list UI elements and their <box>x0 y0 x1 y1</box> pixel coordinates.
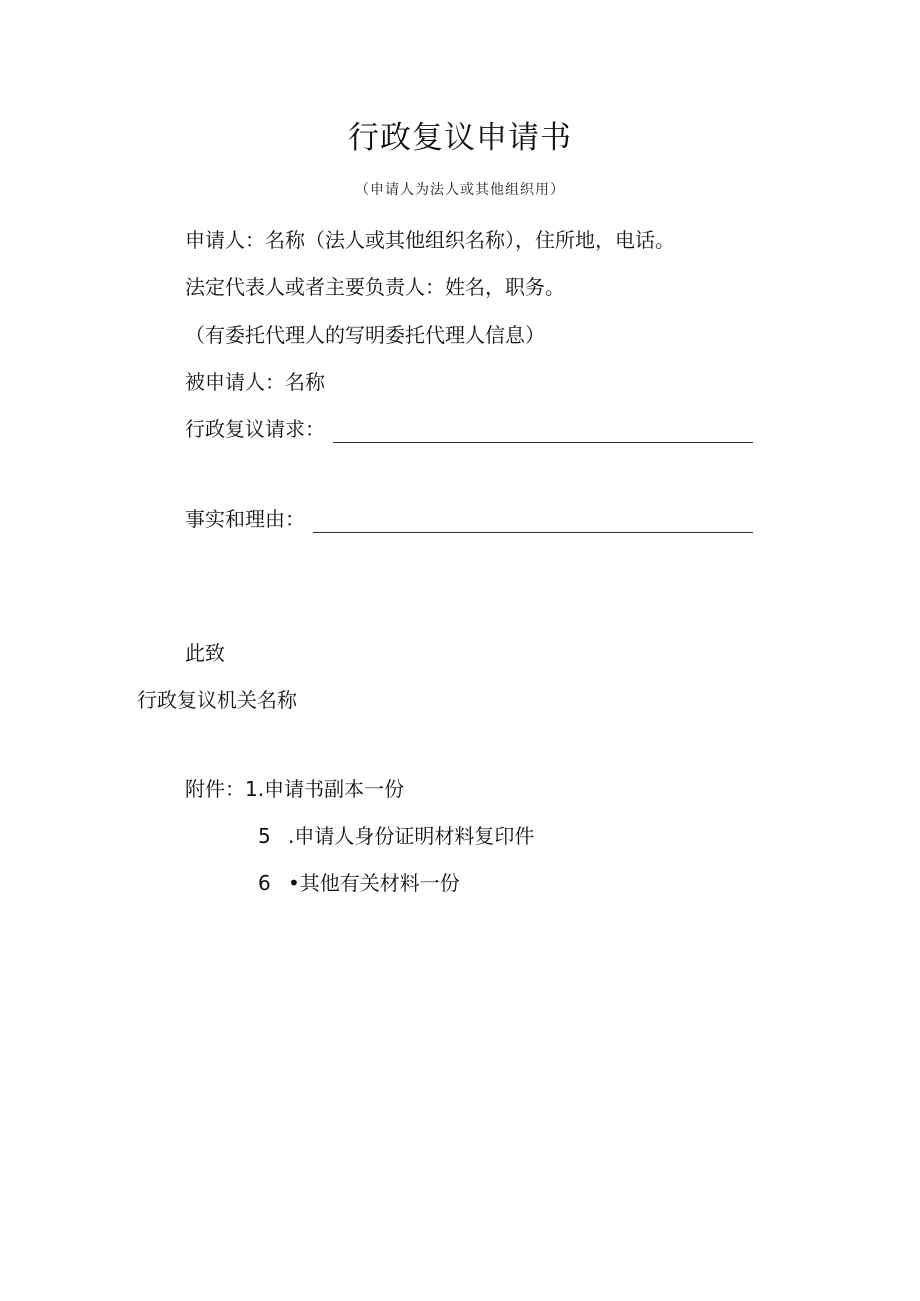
agent-note-line: （有委托代理人的写明委托代理人信息） <box>185 323 545 347</box>
document-title: 行政复议申请书 <box>348 120 572 156</box>
facts-label: 事实和理由： <box>185 507 305 531</box>
review-request-field <box>185 415 753 443</box>
respondent-line: 被申请人：名称 <box>185 370 325 394</box>
attachment-number: 6 <box>258 871 271 895</box>
salutation: 此致 <box>185 641 225 665</box>
applicant-line: 申请人：名称（法人或其他组织名称），住所地，电话。 <box>185 228 675 252</box>
attachment-item <box>258 822 534 850</box>
attachment-text: •其他有关材料一份 <box>288 871 460 895</box>
attachment-text: .申请人身份证明材料复印件 <box>288 824 535 848</box>
attachment-item <box>258 869 460 897</box>
attachment-item <box>185 775 404 803</box>
attachment-number: 5 <box>258 824 271 848</box>
document-subtitle: （申请人为法人或其他组织用） <box>355 182 565 198</box>
review-organ-name: 行政复议机关名称 <box>137 688 297 712</box>
attachments-label: 附件： <box>185 777 245 801</box>
review-request-label: 行政复议请求： <box>185 417 325 441</box>
review-request-blank[interactable] <box>333 420 753 443</box>
facts-field <box>185 505 753 533</box>
attachment-number: 1. <box>245 777 265 801</box>
attachment-text: 申请书副本一份 <box>264 777 405 801</box>
legal-representative-line: 法定代表人或者主要负责人：姓名，职务。 <box>185 275 565 299</box>
facts-blank[interactable] <box>313 510 753 533</box>
